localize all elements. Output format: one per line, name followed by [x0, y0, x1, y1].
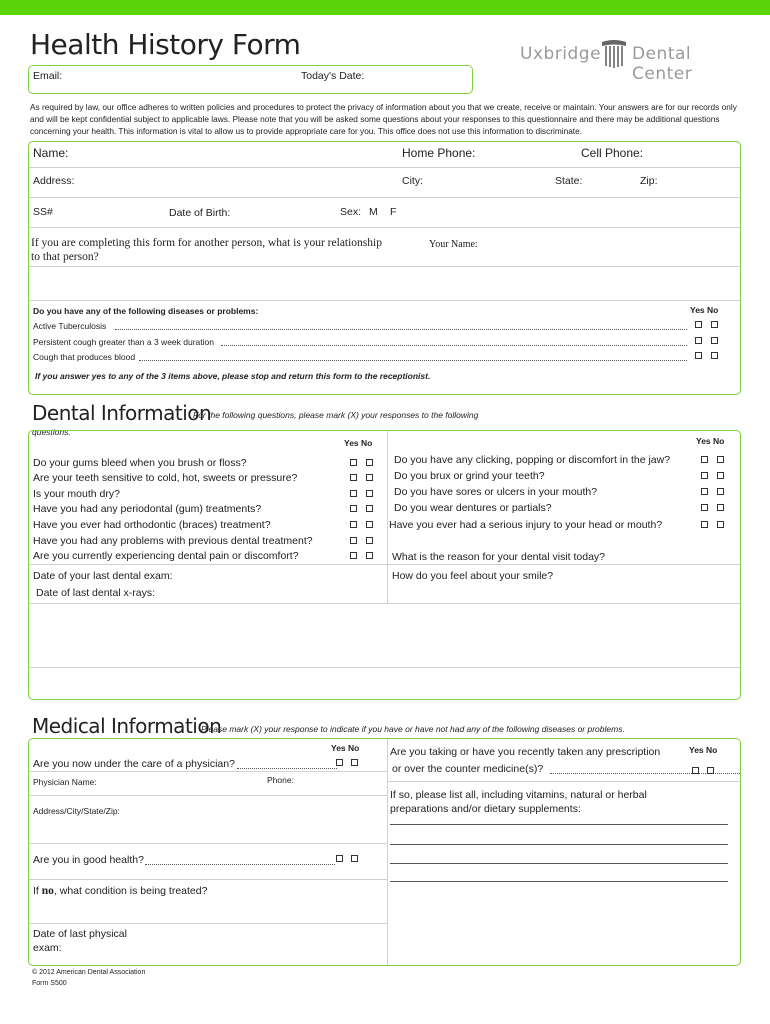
sex-m-option[interactable]: M	[369, 206, 378, 218]
no-checkbox[interactable]	[717, 504, 724, 511]
todays-date-label: Today's Date:	[301, 70, 365, 82]
write-in-line[interactable]	[390, 824, 728, 825]
visit-reason-label: What is the reason for your dental visit today?	[392, 551, 606, 563]
privacy-notice: As required by law, our office adheres to written policies and procedures to protect the privacy of information about you that we create, receive or maintain. Your answers are for our records only and will be kept confidential subject to applicable laws. Please note that you will be asked some questions about your responses to this questionnaire and there may be additional questions concerning your health. This information is vital to allow us to provide appropriate care for you. This office does not use this information to discriminate.	[30, 102, 737, 136]
dental-question: Do you brux or grind your teeth?	[394, 470, 545, 482]
condition-question: If no, what condition is being treated?	[33, 885, 208, 897]
no-checkbox[interactable]	[717, 456, 724, 463]
no-checkbox[interactable]	[711, 337, 718, 344]
ss-label: SS#	[33, 206, 53, 218]
sex-f-option[interactable]: F	[390, 206, 397, 218]
yes-checkbox[interactable]	[701, 456, 708, 463]
smile-question: How do you feel about your smile?	[392, 570, 554, 582]
yes-checkbox[interactable]	[350, 505, 357, 512]
last-xrays-label: Date of last dental x-rays:	[36, 587, 156, 599]
copyright-text: © 2012 American Dental Association	[32, 969, 146, 976]
no-checkbox[interactable]	[366, 552, 373, 559]
yes-no-header: Yes No	[696, 436, 725, 446]
no-checkbox[interactable]	[366, 521, 373, 528]
email-label: Email:	[33, 70, 63, 82]
medical-info-box	[28, 738, 741, 966]
dental-question: Are you currently experiencing dental pain or discomfort?	[33, 550, 299, 562]
supplements-question-cont: preparations and/or dietary supplements:	[390, 803, 581, 815]
dental-question: Do you have sores or ulcers in your mouth?	[394, 486, 598, 498]
dental-question: Have you had any periodontal (gum) treatments?	[33, 503, 262, 515]
yes-checkbox[interactable]	[701, 488, 708, 495]
yes-checkbox[interactable]	[701, 472, 708, 479]
no-checkbox[interactable]	[717, 472, 724, 479]
write-in-line[interactable]	[390, 881, 728, 882]
email-date-box	[28, 65, 473, 94]
medical-instructions: Please mark (X) your response to indicate if you have or have not had any of the following diseases or problems.	[201, 724, 625, 734]
sex-label: Sex:	[340, 206, 362, 218]
name-label: Name:	[33, 146, 69, 160]
write-in-line[interactable]	[390, 844, 728, 845]
dental-question: Have you ever had orthodontic (braces) treatment?	[33, 519, 271, 531]
yes-checkbox[interactable]	[701, 521, 708, 528]
yes-checkbox[interactable]	[350, 490, 357, 497]
yes-checkbox[interactable]	[350, 459, 357, 466]
divider	[29, 300, 740, 301]
address-label: Address:	[33, 175, 75, 187]
dental-question: Are your teeth sensitive to cold, hot, sweets or pressure?	[33, 472, 298, 484]
dental-info-box	[28, 430, 741, 700]
your-name-label: Your Name:	[429, 239, 478, 250]
disease-item: Cough that produces blood	[33, 352, 136, 362]
divider	[29, 167, 740, 168]
supplements-question: If so, please list all, including vitamins, natural or herbal	[390, 789, 647, 801]
dental-question: Do you wear dentures or partials?	[394, 502, 552, 514]
no-checkbox[interactable]	[366, 459, 373, 466]
disease-item: Persistent cough greater than a 3 week duration	[33, 337, 214, 347]
physician-question: Are you now under the care of a physician?	[33, 758, 235, 770]
last-physical-label: Date of last physical	[33, 928, 127, 940]
city-label: City:	[402, 175, 423, 187]
no-checkbox[interactable]	[717, 521, 724, 528]
prescription-question: Are you taking or have you recently taken any prescription	[390, 746, 661, 758]
yes-no-header: Yes No	[689, 745, 718, 755]
home-phone-label: Home Phone:	[402, 146, 476, 160]
no-checkbox[interactable]	[366, 474, 373, 481]
page-title: Health History Form	[30, 28, 301, 61]
receptionist-warning: If you answer yes to any of the 3 items above, please stop and return this form to the receptionist.	[35, 371, 431, 381]
zip-label: Zip:	[640, 175, 658, 187]
write-in-line[interactable]	[390, 863, 728, 864]
dental-section-title: Dental Information	[32, 401, 212, 425]
dental-instructions: For the following questions, please mark (X) your responses to the following	[193, 410, 479, 420]
prescription-question-cont: or over the counter medicine(s)?	[392, 763, 544, 775]
yes-checkbox[interactable]	[336, 855, 343, 862]
relationship-question: If you are completing this form for another person, what is your relationship to that person?	[31, 237, 382, 263]
practice-logo	[520, 40, 745, 84]
dental-instructions-cont: questions.	[32, 427, 71, 437]
yes-no-header: Yes No	[344, 438, 373, 448]
dental-question: Do you have any clicking, popping or discomfort in the jaw?	[394, 454, 671, 466]
yes-checkbox[interactable]	[350, 552, 357, 559]
patient-info-box	[28, 141, 741, 395]
physician-phone-label: Phone:	[267, 775, 294, 785]
dental-question: Have you had any problems with previous dental treatment?	[33, 535, 313, 547]
yes-checkbox[interactable]	[695, 321, 702, 328]
yes-checkbox[interactable]	[350, 521, 357, 528]
yes-checkbox[interactable]	[701, 504, 708, 511]
cell-phone-label: Cell Phone:	[581, 146, 644, 160]
logo-text-left: Uxbridge	[520, 44, 602, 64]
no-checkbox[interactable]	[351, 759, 358, 766]
last-physical-label-cont: exam:	[33, 942, 62, 954]
medical-section-title: Medical Information	[32, 714, 222, 738]
no-checkbox[interactable]	[707, 767, 714, 774]
disease-item: Active Tuberculosis	[33, 321, 107, 331]
yes-no-header: Yes No	[690, 305, 719, 315]
yes-checkbox[interactable]	[336, 759, 343, 766]
dental-question: Is your mouth dry?	[33, 488, 120, 500]
no-checkbox[interactable]	[717, 488, 724, 495]
no-checkbox[interactable]	[711, 352, 718, 359]
divider	[29, 227, 740, 228]
yes-no-header: Yes No	[331, 743, 360, 753]
no-checkbox[interactable]	[366, 490, 373, 497]
dob-label: Date of Birth:	[169, 207, 231, 219]
no-checkbox[interactable]	[711, 321, 718, 328]
form-number: Form S500	[32, 980, 67, 987]
no-checkbox[interactable]	[351, 855, 358, 862]
dental-question: Have you ever had a serious injury to your head or mouth?	[389, 519, 663, 531]
good-health-question: Are you in good health?	[33, 854, 144, 866]
top-color-bar	[0, 0, 770, 15]
dental-question: Do your gums bleed when you brush or floss?	[33, 457, 247, 469]
yes-checkbox[interactable]	[695, 352, 702, 359]
no-checkbox[interactable]	[366, 537, 373, 544]
yes-checkbox[interactable]	[695, 337, 702, 344]
divider	[29, 197, 740, 198]
yes-checkbox[interactable]	[350, 537, 357, 544]
no-checkbox[interactable]	[366, 505, 373, 512]
yes-checkbox[interactable]	[692, 767, 699, 774]
tooth-logo-icon	[596, 40, 632, 68]
logo-text-right: Dental Center	[632, 44, 693, 84]
last-dental-exam-label: Date of your last dental exam:	[33, 570, 173, 582]
divider	[29, 266, 740, 267]
state-label: State:	[555, 175, 583, 187]
diseases-heading: Do you have any of the following diseases or problems:	[33, 306, 259, 316]
yes-checkbox[interactable]	[350, 474, 357, 481]
physician-address-label: Address/City/State/Zip:	[33, 806, 120, 816]
physician-name-label: Physician Name:	[33, 777, 97, 787]
